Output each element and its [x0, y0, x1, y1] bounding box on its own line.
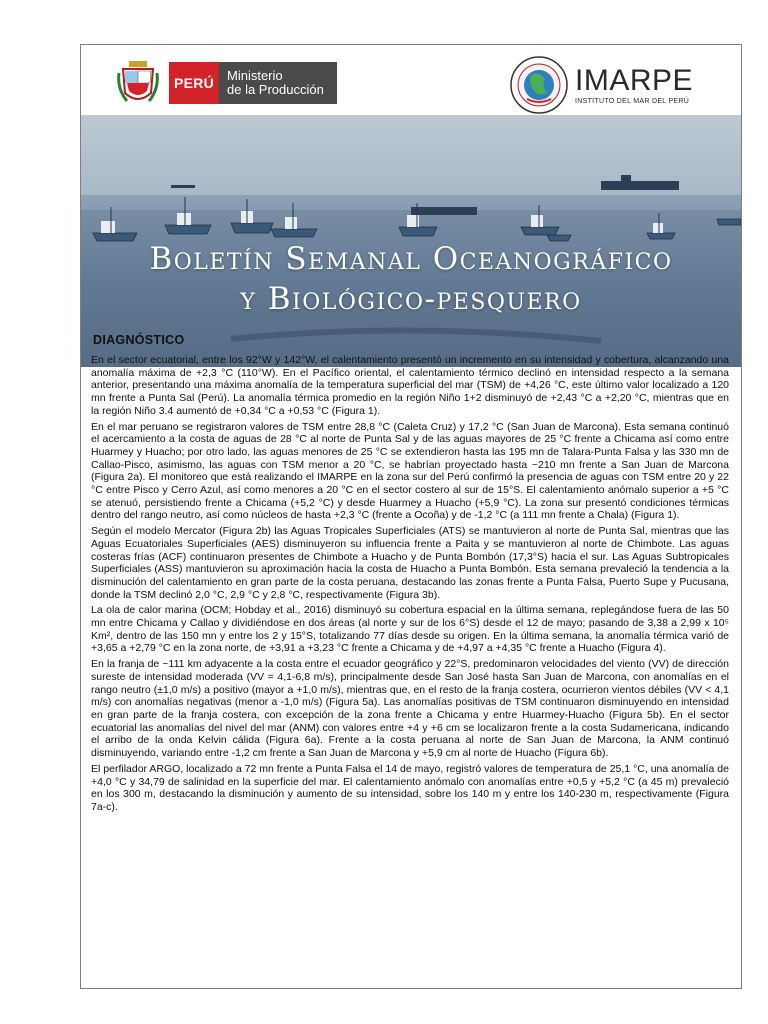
paragraph: Según el modelo Mercator (Figura 2b) las Aguas Tropicales Superficiales (ATS) se mantuvieron al norte de Punta Sal, mientras que las Aguas Ecuatoriales Superficiales (AES) disminuyeron su influencia frente a Paita y se mantuvieron al norte de Chimbote. Las aguas costeras frías (ACF) continuaron presentes de Chimbote a Huacho y de Punta Bombón (17,3°S) hacia el sur. Las Aguas Subtropicales Superficiales (ASS) mantuvieron su aproximación hacia la costa de Huacho a Punta Bombón. Esta semana prevaleció la tendencia a la disminución del calentamiento en gran parte de la costa peruana, destacando las zonas frente a Punta Falsa, Puerto Supe y Pucusana, donde la TSM declinó 2,0 °C, 2,9 °C y 2,8 °C, respectivamente (Figura 3b). — [91, 525, 729, 601]
section-heading: DIAGNÓSTICO — [93, 333, 185, 347]
produce-logo — [117, 59, 337, 107]
imarpe-logo — [509, 55, 693, 115]
peru-label: PERÚ — [169, 62, 219, 104]
bulletin-page — [80, 44, 742, 989]
diagnosis-section — [91, 333, 729, 817]
paragraph: En la franja de ~111 km adyacente a la costa entre el ecuador geográfico y 22°S, predominaron velocidades del viento (VV) de dirección sureste de intensidad moderada (VV = 4,1-6,8 m/s), principalmente desde San José hasta San Juan de Marcona, con anomalías en el rango neutro (±1,0 m/s) a positivo (mayor a +1,0 m/s), mientras que, en el resto de la franja costera, ocurrieron vientos débiles (VV < 4,1 m/s) con anomalías negativas (menor a -1,0 m/s) (Figura 5a). Las anomalías positivas de TSM continuaron disminuyendo en intensidad en gran parte de la franja costera, con excepción de la zona frente a Chicama y entre Huarmey-Huacho (Figura 5b). En el sector ecuatorial las anomalías del nivel del mar (ANM) con valores entre +4 y +6 cm se localizaron frente a la costa Sudamericana, indicando el arribo de la onda Kelvin cálida (Figura 6a). Frente a la costa peruana al norte de San Juan de Marcona, la ANM continuó disminuyendo, variando entre -1,2 cm frente a San Juan de Marcona y +5,9 cm al norte de Huacho (Figura 6b). — [91, 658, 729, 760]
paragraph: En el mar peruano se registraron valores de TSM entre 28,8 °C (Caleta Cruz) y 17,2 °C (San Juan de Marcona). Esta semana continuó el acercamiento a la costa de aguas de 28 °C al norte de Punta Sal y de las aguas mayores de 25 °C frente a Chicama así como entre Huarmey y Huacho; por otro lado, las aguas menores de 25 °C se extendieron hasta las 195 mn de Talara-Punta Falsa y las 330 mn de Callao-Pisco, asimismo, las aguas con TSM menor a 20 °C, se habrían proyectado hasta ~210 mn frente a San Juan de Marcona (Figura 2a). El monitoreo que está realizando el IMARPE en la zona sur del Perú confirmó la presencia de aguas con TSM entre 20 y 22 °C entre Pisco y Cerro Azul, así como menores a 20 °C en el sector costero al sur de 15°S. El calentamiento anómalo superior a +5 °C se atenuó, persistiendo frente a Chicama (+5,2 °C) y desde Huarmey a Huacho (+5,9 °C). La zona sur presentó condiciones térmicas dentro del rango neutro, así como núcleos de hasta +2,3 °C (frente a Ocoña) y de -1,2 °C (a 111 mn frente a Chala) (Figura 1). — [91, 420, 729, 522]
peru-coat-of-arms-icon — [117, 59, 159, 107]
paragraph: El perfilador ARGO, localizado a 72 mn frente a Punta Falsa el 14 de mayo, registró valores de temperatura de 25,1 °C, una anomalía de +4,0 °C y 34,79 de salinidad en la superficie del mar. El calentamiento anómalo con anomalías entre +0,5 y +5,2 °C (a 45 m) prevaleció en los 300 m, destacando la disminución y aumento de su intensidad, sobre los 140 m y entre los 140-230 m, respectivamente (Figura 7a-c). — [91, 762, 729, 813]
paragraph: En el sector ecuatorial, entre los 92°W y 142°W, el calentamiento presentó un incremento en su intensidad y cobertura, alcanzando una anomalía máxima de +2,3 °C (110°W). En el Pacífico oriental, el calentamiento térmico declinó en intensidad respecto a la semana anterior, presentando una máxima anomalía de la temperatura superficial del mar (TSM) de +4,26 °C, este último valor localizado a 120 mn frente a Punta Sal (Perú). La anomalía térmica promedio en la región Niño 1+2 disminuyó de +2,43 °C a +2,20 °C, mientras que en la región Niño 3.4 aumentó de +0,34 °C a +0,53 °C (Figura 1). — [91, 354, 729, 417]
ministry-line-1: Ministerio — [227, 68, 283, 83]
paragraph: La ola de calor marina (OCM; Hobday et al., 2016) disminuyó su cobertura espacial en la última semana, replegándose fuera de las 50 mn entre Chicama y Callao y dividiéndose en dos áreas (al norte y sur de los 6°S) desde el 12 de mayo; pasando de 3,38 a 2,99 x 10⁵ Km², dentro de las 150 mn y entre los 2 y 15°S, totalizando 77 días desde su origen. En la última semana, la anomalía térmica varió de +3,65 a +2,79 °C en la zona norte, de +3,91 a +3,23 °C frente a Chicama y de +4,97 a +4,35 °C frente a Huacho (Figura 4). — [91, 604, 729, 655]
imarpe-subtitle: INSTITUTO DEL MAR DEL PERÚ — [575, 97, 690, 105]
logo-header — [81, 45, 741, 115]
bulletin-title-line-1: Boletín Semanal Oceanográfico — [149, 241, 673, 277]
imarpe-name: IMARPE — [575, 63, 694, 97]
imarpe-seal-icon — [509, 55, 569, 115]
cover-banner — [81, 115, 741, 367]
bulletin-title-line-2: y Biológico-pesquero — [240, 281, 582, 317]
ministry-label — [219, 62, 337, 104]
ministry-line-2: de la Producción — [227, 82, 324, 97]
